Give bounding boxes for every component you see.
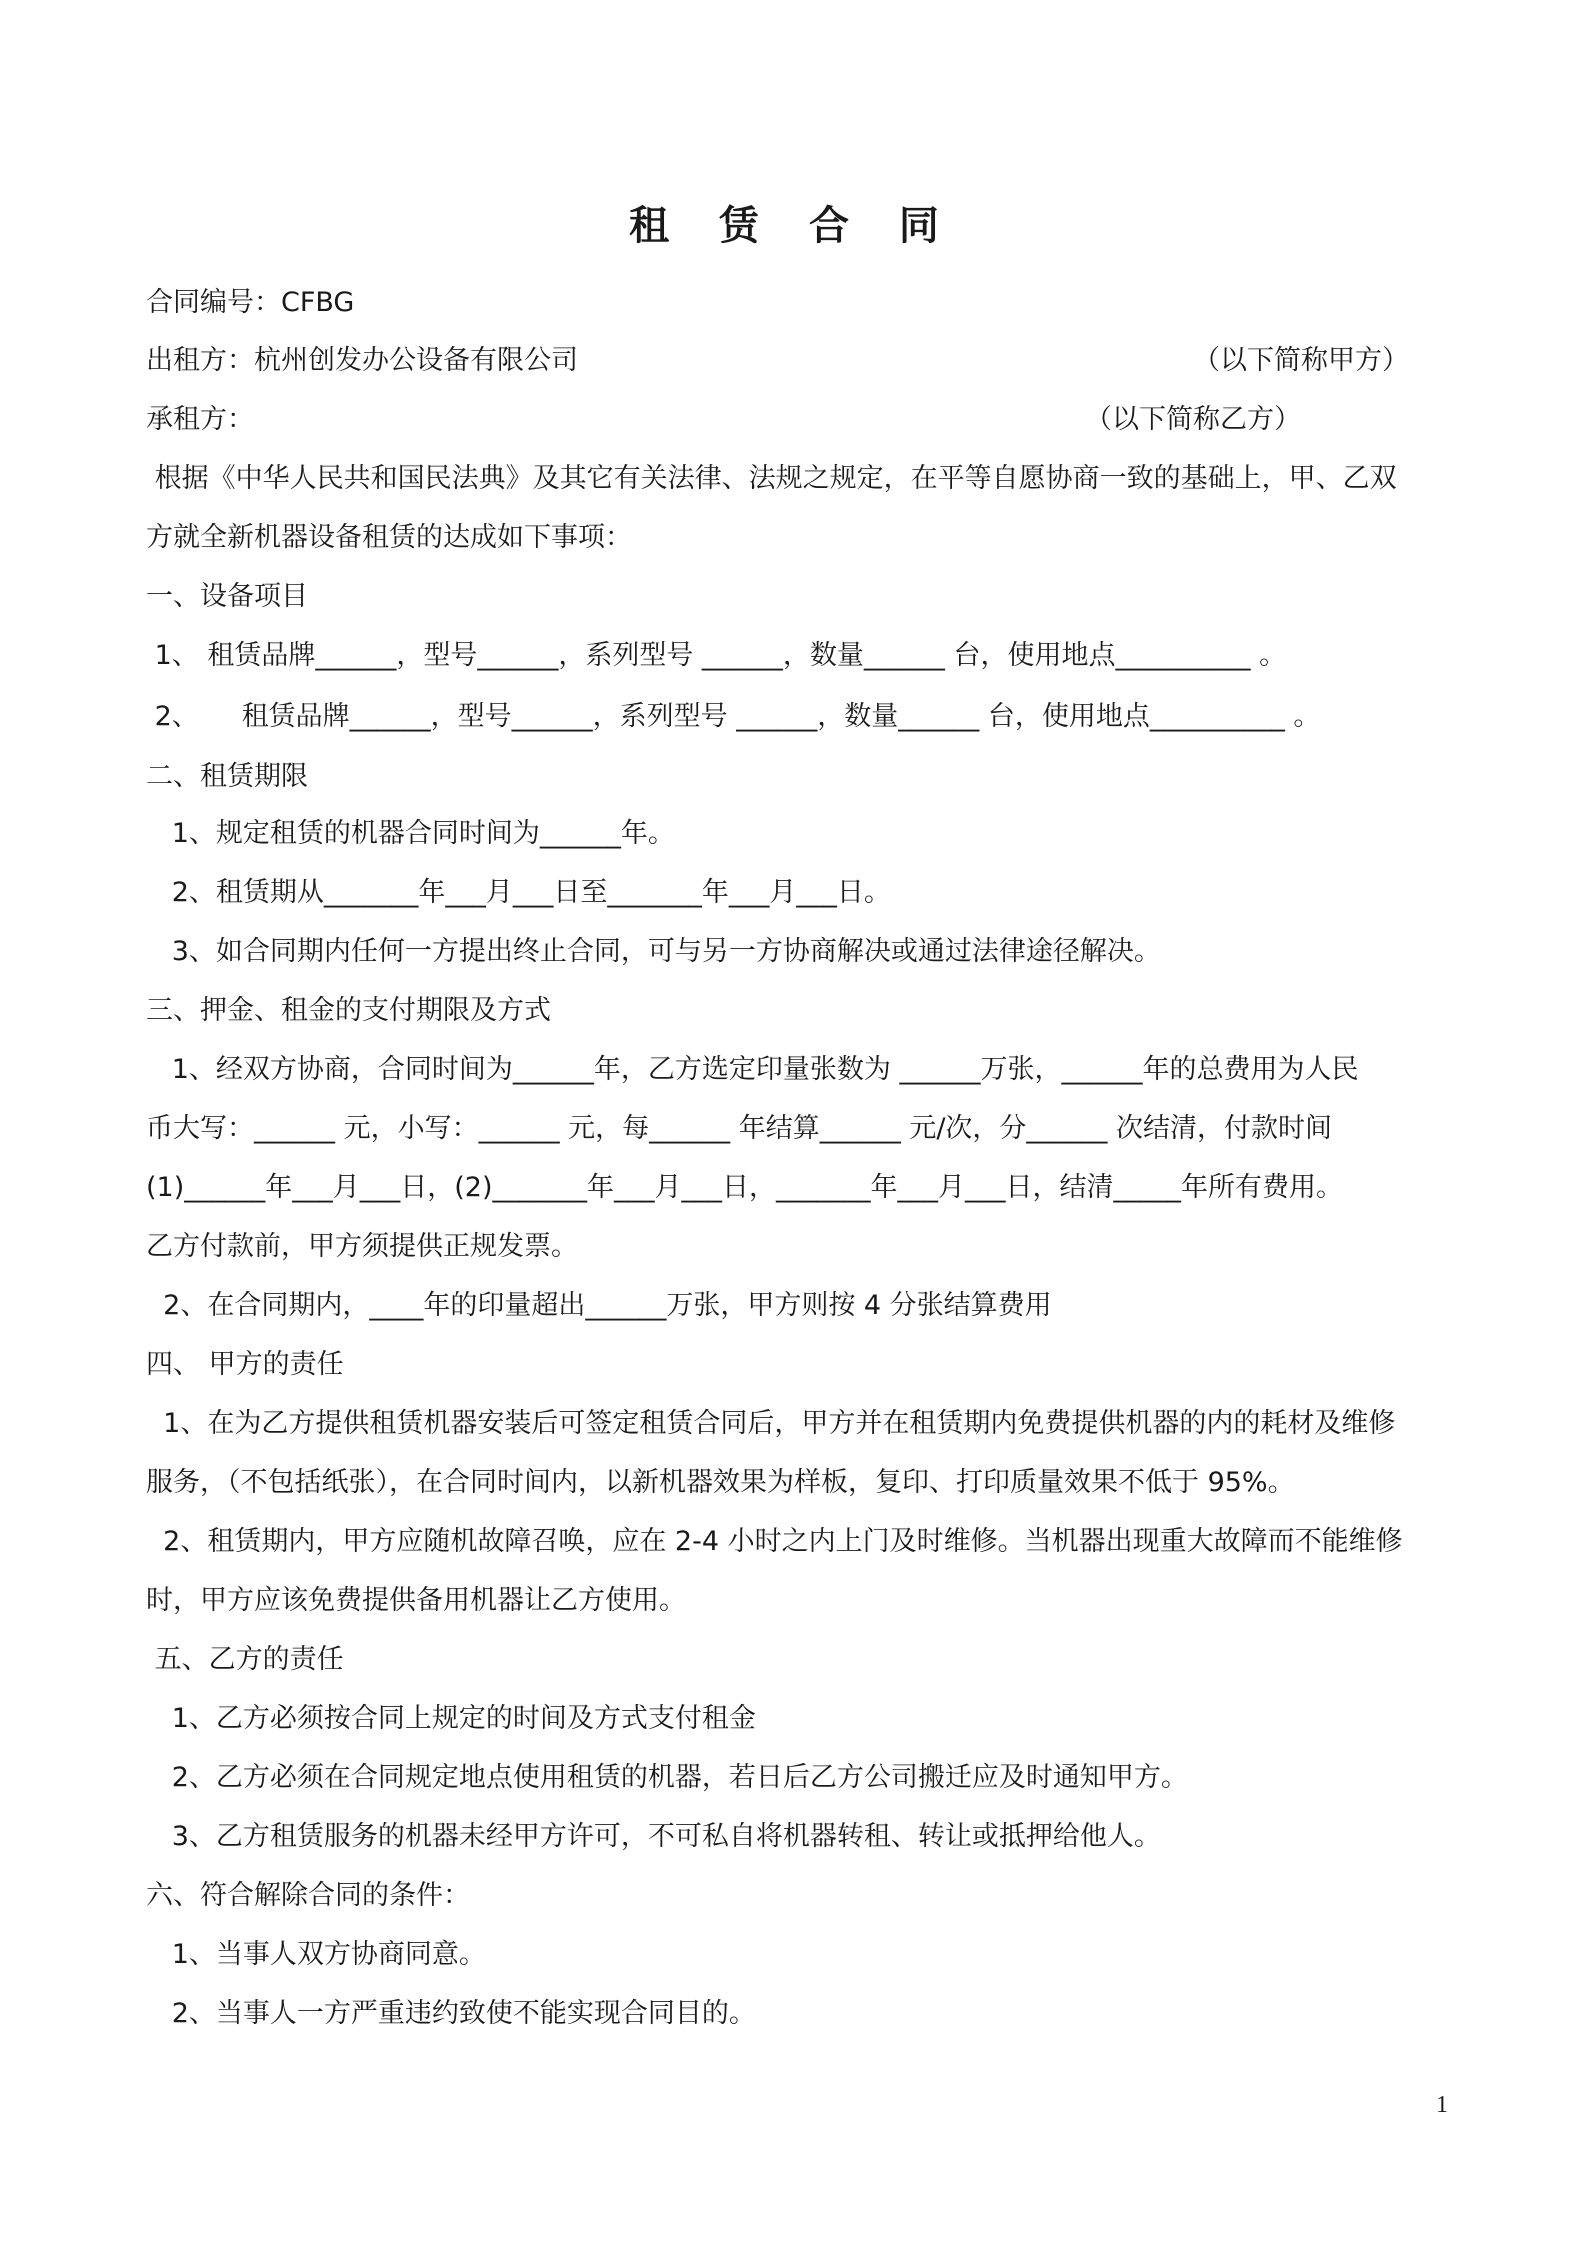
term-item-3: 3、如合同期内任何一方提出终止合同，可与另一方协商解决或通过法律途径解决。: [146, 936, 1161, 967]
page-number: 1: [1436, 2092, 1448, 2118]
party-b-line-1: 1、乙方必须按合同上规定的时间及方式支付租金: [146, 1703, 756, 1734]
term-item-1: 1、规定租赁的机器合同时间为______年。: [146, 818, 675, 849]
termination-line-1: 1、当事人双方协商同意。: [146, 1939, 486, 1970]
termination-line-2: 2、当事人一方严重违约致使不能实现合同目的。: [146, 1998, 756, 2029]
page-title: 租 赁 合 同: [629, 202, 957, 249]
intro-line-1: 根据《中华人民共和国民法典》及其它有关法律、法规之规定，在平等自愿协商一致的基础上，甲、乙双: [146, 463, 1397, 494]
lessor-note: （以下简称甲方）: [1193, 345, 1409, 376]
intro-line-2: 方就全新机器设备租赁的达成如下事项：: [146, 522, 632, 553]
section-heading-party-b: 五、乙方的责任: [146, 1644, 344, 1675]
party-a-line-4: 时，甲方应该免费提供备用机器让乙方使用。: [146, 1585, 686, 1616]
contract-number: 合同编号：CFBG: [146, 287, 355, 318]
party-a-line-3: 2、租赁期内，甲方应随机故障召唤，应在 2-4 小时之内上门及时维修。当机器出现重大故障而不能维修: [146, 1526, 1403, 1557]
lessee-note: （以下简称乙方）: [1085, 404, 1301, 435]
payment-line-1: 1、经双方协商，合同时间为______年，乙方选定印量张数为 ______万张，______年的总费用为人民: [146, 1054, 1359, 1085]
payment-line-4: 乙方付款前，甲方须提供正规发票。: [146, 1231, 578, 1262]
section-heading-party-a: 四、 甲方的责任: [146, 1349, 344, 1380]
section-heading-term: 二、租赁期限: [146, 761, 308, 792]
lessor-line: 出租方：杭州创发办公设备有限公司: [146, 345, 578, 376]
equipment-item-2: 2、 租赁品牌______，型号______，系列型号 ______，数量______ 台，使用地点__________ 。: [146, 701, 1321, 732]
section-heading-termination: 六、符合解除合同的条件：: [146, 1880, 470, 1911]
payment-line-5: 2、在合同期内，____年的印量超出______万张，甲方则按 4 分张结算费用: [146, 1290, 1052, 1321]
party-a-line-1: 1、在为乙方提供租赁机器安装后可签定租赁合同后，甲方并在租赁期内免费提供机器的内的耗材及维修: [146, 1408, 1396, 1439]
payment-line-3: (1)______年___月___日，(2)_______年___月___日，_______年___月___日，结清_____年所有费用。: [146, 1172, 1343, 1203]
section-heading-equipment: 一、设备项目: [146, 581, 308, 612]
party-b-line-3: 3、乙方租赁服务的机器未经甲方许可，不可私自将机器转租、转让或抵押给他人。: [146, 1821, 1161, 1852]
lessee-line: 承租方：: [146, 404, 254, 435]
party-b-line-2: 2、乙方必须在合同规定地点使用租赁的机器，若日后乙方公司搬迁应及时通知甲方。: [146, 1762, 1188, 1793]
party-a-line-2: 服务，（不包括纸张），在合同时间内，以新机器效果为样板，复印、打印质量效果不低于 95%。: [146, 1467, 1295, 1498]
section-heading-payment: 三、押金、租金的支付期限及方式: [146, 995, 551, 1026]
equipment-item-1: 1、 租赁品牌______，型号______，系列型号 ______，数量______ 台，使用地点__________ 。: [146, 640, 1287, 671]
term-item-2: 2、租赁期从_______年___月___日至_______年___月___日。: [146, 877, 891, 908]
payment-line-2: 币大写：______ 元，小写：______ 元，每______ 年结算______ 元/次，分______ 次结清，付款时间: [146, 1113, 1333, 1144]
